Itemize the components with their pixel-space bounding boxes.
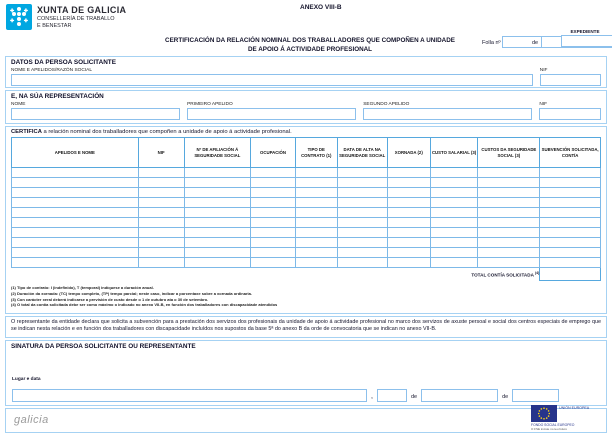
table-cell[interactable] <box>184 168 251 178</box>
table-cell[interactable] <box>12 208 139 218</box>
table-cell[interactable] <box>12 238 139 248</box>
form-title-line2: DE APOIO Á ACTIVIDADE PROFESIONAL <box>247 45 373 53</box>
folla-label: Folla nº <box>482 40 501 46</box>
table-cell[interactable] <box>337 218 387 228</box>
segundo-apelido-label: SEGUNDO APELIDO <box>363 102 410 107</box>
table-cell[interactable] <box>478 248 540 258</box>
form-title <box>95 37 525 54</box>
table-cell[interactable] <box>430 228 478 238</box>
eu-funding-block <box>531 405 609 431</box>
table-row <box>12 198 601 208</box>
date-row <box>12 389 602 402</box>
column-header: TIPO DE CONTRATO (1) <box>295 138 337 168</box>
page-footer <box>5 408 607 433</box>
table-row <box>12 248 601 258</box>
table-cell[interactable] <box>478 258 540 268</box>
table-cell[interactable] <box>430 188 478 198</box>
section-title: E, NA SÚA REPRESENTACIÓN <box>11 93 104 100</box>
table-cell[interactable] <box>184 178 251 188</box>
table-cell[interactable] <box>138 258 184 268</box>
footnote-1: (1) Tipo de contrato: I (indefinido), T (temporal) indíquese a duración anual. <box>11 285 154 290</box>
table-row <box>12 218 601 228</box>
eu-union-label: UNIÓN EUROPEA <box>559 406 590 410</box>
table-cell[interactable] <box>478 188 540 198</box>
table-cell[interactable] <box>387 228 430 238</box>
nome-label: NOME <box>11 102 26 107</box>
table-header-row <box>12 138 601 168</box>
table-cell[interactable] <box>251 258 296 268</box>
form-title-line1: CERTIFICACIÓN DA RELACIÓN NOMINAL DOS TRABALLADORES QUE COMPOÑEN A UNIDADE <box>165 37 455 44</box>
table-cell[interactable] <box>138 248 184 258</box>
table-cell[interactable] <box>12 258 139 268</box>
column-header: SUBVENCIÓN SOLICITADA, CONTÍA <box>540 138 601 168</box>
table-cell[interactable] <box>478 198 540 208</box>
section-certifica <box>5 126 607 314</box>
folla-expediente-block <box>480 28 608 52</box>
eu-flag-icon <box>531 405 557 422</box>
table-row <box>12 168 601 178</box>
table-cell[interactable] <box>540 188 601 198</box>
table-cell[interactable] <box>478 178 540 188</box>
representative-primeiro-apelido-input[interactable] <box>187 108 356 120</box>
column-header: OCUPACIÓN <box>251 138 296 168</box>
comma-separator: , <box>371 393 373 400</box>
xunta-de-galicia-logo-icon <box>6 4 32 30</box>
table-cell[interactable] <box>251 238 296 248</box>
section-sinatura <box>5 340 607 406</box>
table-cell[interactable] <box>251 178 296 188</box>
org-dept-line2: E BENESTAR <box>37 22 72 29</box>
lugar-e-data-label: Lugar e data <box>12 377 41 382</box>
table-cell[interactable] <box>430 248 478 258</box>
table-cell[interactable] <box>478 168 540 178</box>
table-cell[interactable] <box>387 168 430 178</box>
table-cell[interactable] <box>387 188 430 198</box>
primeiro-apelido-label: PRIMEIRO APELIDO <box>187 102 233 107</box>
folla-de-label: de <box>532 40 539 46</box>
table-cell[interactable] <box>540 228 601 238</box>
table-cell[interactable] <box>295 238 337 248</box>
column-header: DATA DE ALTA NA SEGURIDADE SOCIAL <box>337 138 387 168</box>
month-input[interactable] <box>421 389 498 402</box>
table-cell[interactable] <box>251 198 296 208</box>
expediente-label: EXPEDIENTE <box>570 29 600 34</box>
table-cell[interactable] <box>387 208 430 218</box>
table-cell[interactable] <box>430 198 478 208</box>
table-cell[interactable] <box>138 238 184 248</box>
table-cell[interactable] <box>295 168 337 178</box>
table-cell[interactable] <box>295 248 337 258</box>
table-cell[interactable] <box>12 248 139 258</box>
table-cell[interactable] <box>12 218 139 228</box>
table-cell[interactable] <box>540 198 601 208</box>
table-cell[interactable] <box>184 218 251 228</box>
column-header: NIF <box>138 138 184 168</box>
table-cell[interactable] <box>295 258 337 268</box>
table-cell[interactable] <box>337 248 387 258</box>
declaration-box <box>5 316 607 338</box>
section-title: DATOS DA PERSOA SOLICITANTE <box>11 59 116 66</box>
nif-label: NIF <box>539 68 548 73</box>
total-contia-label: TOTAL CONTÍA SOLICITADA $^{(4)}$ <box>471 270 540 278</box>
table-row <box>12 228 601 238</box>
eu-fondo-label: FONDO SOCIAL EUROPEO <box>531 423 575 427</box>
table-cell[interactable] <box>184 188 251 198</box>
de-label-1: de <box>410 394 418 400</box>
table-cell[interactable] <box>387 178 430 188</box>
table-cell[interactable] <box>540 258 601 268</box>
table-cell[interactable] <box>295 198 337 208</box>
table-cell[interactable] <box>184 208 251 218</box>
table-cell[interactable] <box>251 218 296 228</box>
certifica-rest: a relación nominal dos traballadores que compoñen a unidade de apoio á actividade profesional. <box>41 129 292 135</box>
table-cell[interactable] <box>478 238 540 248</box>
table-cell[interactable] <box>138 218 184 228</box>
table-cell[interactable] <box>540 208 601 218</box>
table-cell[interactable] <box>251 208 296 218</box>
workers-table <box>11 137 601 281</box>
footnote-3: (3) Con carácter xeral deberá indicarse a previsión de custo desde o 1 de outubro ata o 30 de setembro. <box>11 296 209 302</box>
table-cell[interactable] <box>540 248 601 258</box>
table-cell[interactable] <box>430 218 478 228</box>
table-cell[interactable] <box>337 178 387 188</box>
table-cell[interactable] <box>430 178 478 188</box>
table-cell[interactable] <box>295 218 337 228</box>
total-row <box>12 268 601 281</box>
table-cell[interactable] <box>251 228 296 238</box>
org-dept-line1: CONSELLERÍA DE TRABALLO <box>37 16 115 22</box>
table-cell[interactable] <box>12 198 139 208</box>
table-cell[interactable] <box>295 188 337 198</box>
column-header: Nº DE AFILIACIÓN Á SEGURIDADE SOCIAL <box>184 138 251 168</box>
table-cell[interactable] <box>337 198 387 208</box>
table-cell[interactable] <box>12 188 139 198</box>
table-cell[interactable] <box>430 258 478 268</box>
table-cell[interactable] <box>337 238 387 248</box>
table-cell[interactable] <box>540 238 601 248</box>
section-datos-persoa-solicitante <box>5 56 607 88</box>
column-header: XORNADA (2) <box>387 138 430 168</box>
table-cell[interactable] <box>478 208 540 218</box>
org-name: XUNTA DE GALICIA <box>37 5 127 15</box>
table-cell[interactable] <box>337 208 387 218</box>
table-cell[interactable] <box>184 238 251 248</box>
total-footnote-ref: (4) <box>535 270 540 275</box>
nif-label: NIF <box>539 102 548 107</box>
table-cell[interactable] <box>138 188 184 198</box>
table-cell[interactable] <box>251 248 296 258</box>
table-cell[interactable] <box>337 188 387 198</box>
column-header: APELIDOS E NOME <box>12 138 139 168</box>
org-department <box>37 16 127 30</box>
name-label: NOME E APELIDOS/RAZÓN SOCIAL <box>11 68 93 73</box>
table-row <box>12 208 601 218</box>
applicant-name-input[interactable] <box>11 74 533 86</box>
table-cell[interactable] <box>540 168 601 178</box>
table-cell[interactable] <box>295 208 337 218</box>
table-cell[interactable] <box>12 228 139 238</box>
declaration-text: O representante da entidade declara que solicita a subvención para a prestación dos servizos dos profesionais da unidade de apoio á actividade profesional no marco dos servizos de axuste persoal e social dos centros especiais de emprego que se indican nesta relación e en función dos traballadores con discapacidade incluídos nos supostos da base 5ª do anexo B da orde de convocatoria que se indican no anexo VII-B. <box>11 319 601 333</box>
table-cell[interactable] <box>295 178 337 188</box>
table-row <box>12 258 601 268</box>
table-cell[interactable] <box>387 218 430 228</box>
representative-nome-input[interactable] <box>11 108 180 120</box>
footnote-2: (2) Duración da xornada: (TC) tempo completo, (TP) tempo parcial; neste caso, indicar a porcentaxe sobre a xornada ordinaria. <box>11 290 252 296</box>
table-cell[interactable] <box>387 248 430 258</box>
table-cell[interactable] <box>430 168 478 178</box>
galicia-wordmark: galicia <box>14 414 49 426</box>
total-contia-input[interactable] <box>540 268 601 281</box>
table-cell[interactable] <box>387 238 430 248</box>
day-input[interactable] <box>377 389 407 402</box>
table-cell[interactable] <box>430 208 478 218</box>
table-cell[interactable] <box>478 228 540 238</box>
table-cell[interactable] <box>251 188 296 198</box>
anexo-label: ANEXO VIII-B <box>300 4 342 11</box>
section-representacion <box>5 90 607 124</box>
table-cell[interactable] <box>387 198 430 208</box>
section-title: SINATURA DA PERSOA SOLICITANTE OU REPRESENTANTE <box>11 343 196 350</box>
footnotes <box>11 285 601 308</box>
table-cell[interactable] <box>337 168 387 178</box>
table-cell[interactable] <box>337 228 387 238</box>
table-row <box>12 178 601 188</box>
representative-segundo-apelido-input[interactable] <box>363 108 532 120</box>
table-cell[interactable] <box>138 228 184 238</box>
table-row <box>12 238 601 248</box>
table-cell[interactable] <box>540 218 601 228</box>
de-label-2: de <box>502 394 509 400</box>
table-cell[interactable] <box>184 198 251 208</box>
table-cell[interactable] <box>387 258 430 268</box>
place-input[interactable] <box>12 389 367 402</box>
table-cell[interactable] <box>478 218 540 228</box>
table-cell[interactable] <box>295 228 337 238</box>
table-cell[interactable] <box>540 178 601 188</box>
table-cell[interactable] <box>12 168 139 178</box>
table-cell[interactable] <box>184 248 251 258</box>
column-header: CUSTOS DA SEGURIDADE SOCIAL (3) <box>478 138 540 168</box>
table-cell[interactable] <box>430 238 478 248</box>
table-cell[interactable] <box>12 178 139 188</box>
certifica-intro <box>11 129 601 135</box>
table-cell[interactable] <box>337 258 387 268</box>
column-header: CUSTO SALARIAL (3) <box>430 138 478 168</box>
table-cell[interactable] <box>138 168 184 178</box>
table-cell[interactable] <box>138 198 184 208</box>
footnote-4: (4) O total da contía solicitada debe ser como máximo o indicado no anexo VII-B, en función dos traballadores con discapacidade atendidos <box>11 302 278 308</box>
table-cell[interactable] <box>138 178 184 188</box>
table-cell[interactable] <box>251 168 296 178</box>
certifica-word: CERTIFICA <box>11 129 42 135</box>
applicant-nif-input[interactable] <box>540 74 601 86</box>
representative-nif-input[interactable] <box>539 108 601 120</box>
table-cell[interactable] <box>184 258 251 268</box>
year-input[interactable] <box>512 389 559 402</box>
table-row <box>12 188 601 198</box>
table-cell[interactable] <box>138 208 184 218</box>
table-cell[interactable] <box>184 228 251 238</box>
expediente-input[interactable] <box>561 35 612 47</box>
eu-tagline: O FSE inviste no teu futuro <box>531 427 568 431</box>
